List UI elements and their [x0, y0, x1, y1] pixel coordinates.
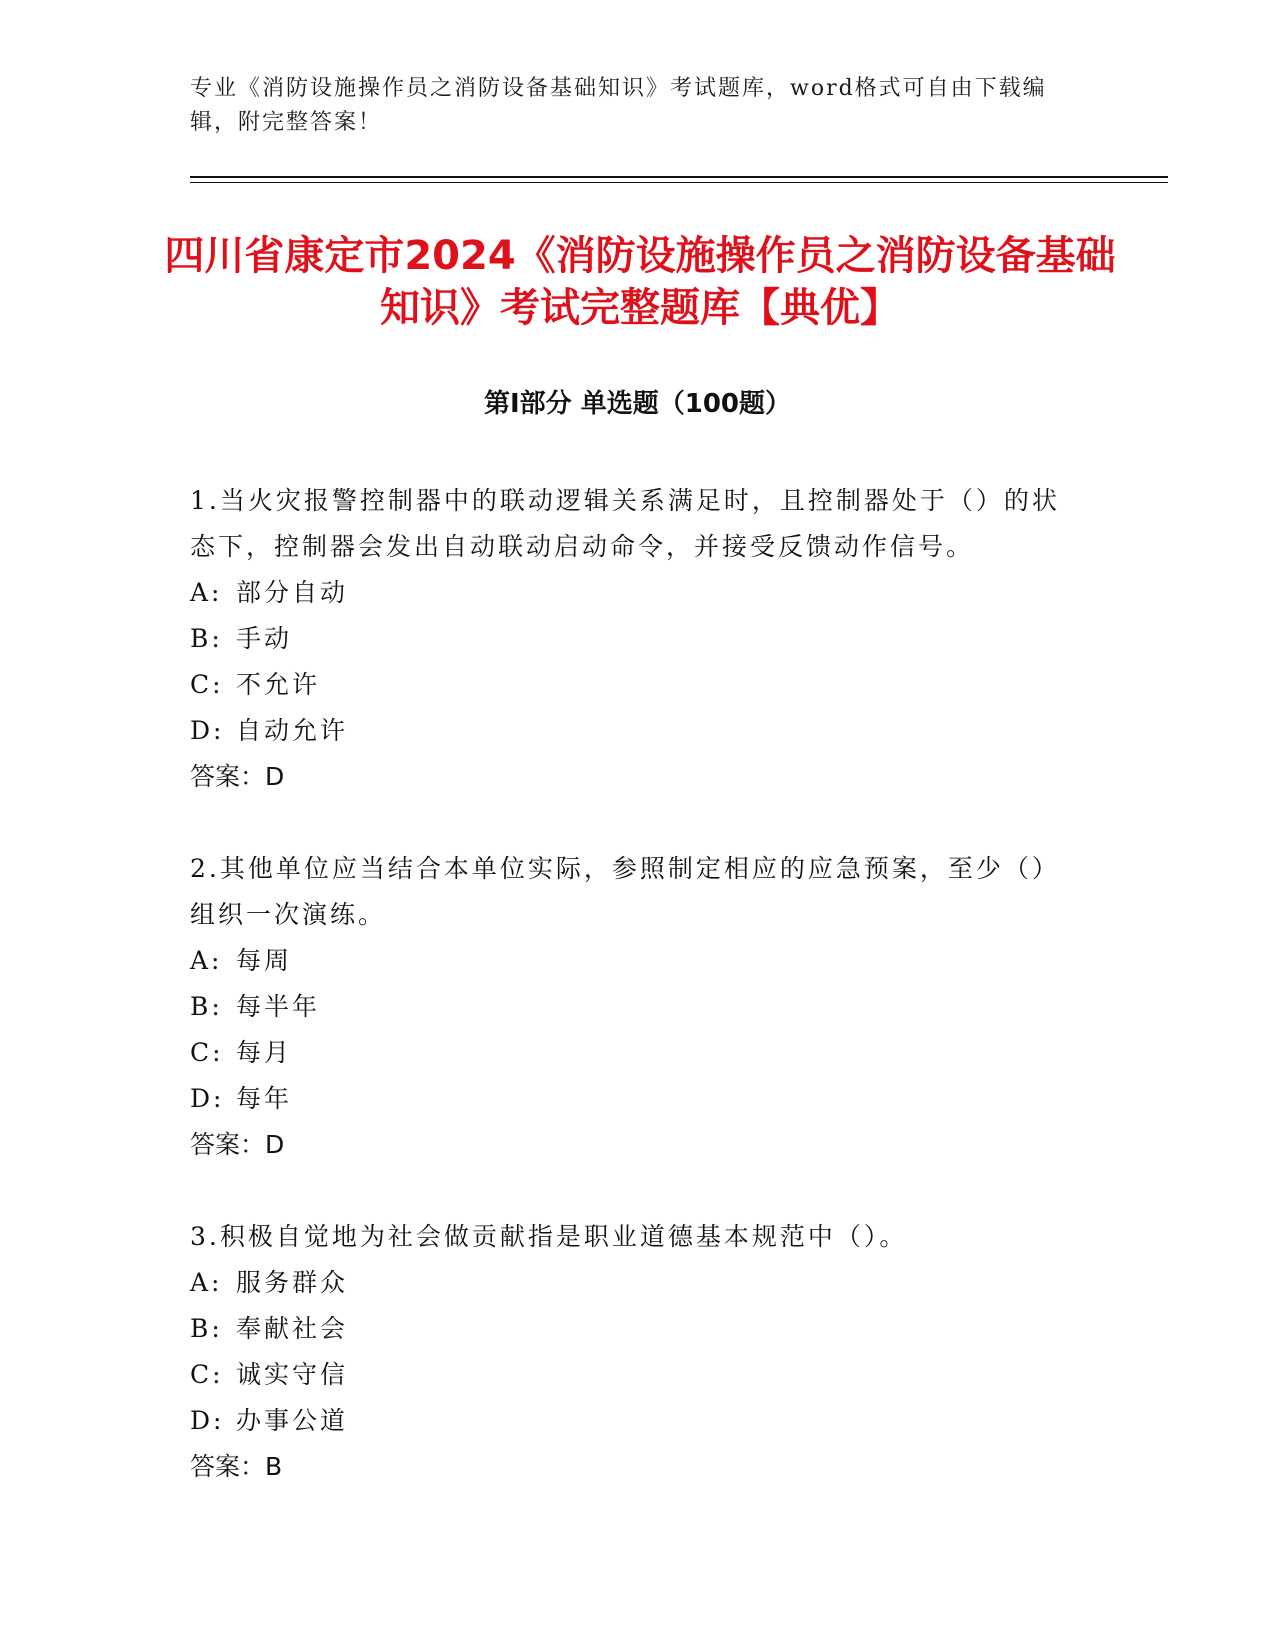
option-key: A:	[190, 1268, 223, 1297]
option-text: 部分自动	[236, 578, 349, 607]
answer-line: 答案：D	[190, 762, 285, 791]
option-text: 自动允许	[236, 716, 349, 745]
option-text: 奉献社会	[236, 1314, 349, 1343]
header-divider-thick	[190, 176, 1168, 178]
question-list	[190, 478, 1070, 1536]
option-key: A:	[190, 946, 223, 975]
header-note: 专业《消防设施操作员之消防设备基础知识》考试题库，word格式可自由下载编辑，附完整答案！	[190, 76, 1047, 135]
question-stem: 2.其他单位应当结合本单位实际，参照制定相应的应急预案，至少（）组织一次演练。	[190, 854, 1060, 929]
option-text: 不允许	[236, 670, 321, 699]
document-title: 四川省康定市2024《消防设施操作员之消防设备基础知识》考试完整题库【典优】	[164, 233, 1116, 331]
option-key: C:	[190, 1360, 224, 1389]
answer-line: 答案：D	[190, 1130, 285, 1159]
question-stem: 3.积极自觉地为社会做贡献指是职业道德基本规范中（）。	[190, 1222, 908, 1251]
option-b	[190, 616, 1070, 662]
option-key: D:	[190, 1084, 225, 1113]
option-text: 诚实守信	[236, 1360, 349, 1389]
option-c	[190, 1352, 1070, 1398]
option-c	[190, 1030, 1070, 1076]
question-item	[190, 478, 1070, 800]
option-text: 每年	[236, 1084, 293, 1113]
header-divider-thin	[190, 182, 1168, 183]
option-c	[190, 662, 1070, 708]
section-title: 第I部分 单选题（100题）	[484, 389, 791, 419]
option-d	[190, 1398, 1070, 1444]
option-a	[190, 570, 1070, 616]
option-a	[190, 1260, 1070, 1306]
question-item	[190, 1214, 1070, 1490]
option-text: 服务群众	[236, 1268, 349, 1297]
option-a	[190, 938, 1070, 984]
option-key: A:	[190, 578, 223, 607]
option-text: 每半年	[236, 992, 321, 1021]
option-d	[190, 708, 1070, 754]
option-b	[190, 984, 1070, 1030]
option-text: 手动	[236, 624, 293, 653]
option-key: D:	[190, 1406, 225, 1435]
option-key: B:	[190, 624, 223, 653]
option-text: 办事公道	[236, 1406, 349, 1435]
option-key: C:	[190, 1038, 224, 1067]
question-stem: 1.当火灾报警控制器中的联动逻辑关系满足时，且控制器处于（）的状态下，控制器会发出自动联动启动命令，并接受反馈动作信号。	[190, 486, 1060, 561]
question-item	[190, 846, 1070, 1168]
option-text: 每周	[236, 946, 293, 975]
option-key: D:	[190, 716, 225, 745]
option-b	[190, 1306, 1070, 1352]
answer-line: 答案：B	[190, 1452, 283, 1481]
option-key: C:	[190, 670, 224, 699]
option-key: B:	[190, 1314, 223, 1343]
option-key: B:	[190, 992, 223, 1021]
option-d	[190, 1076, 1070, 1122]
option-text: 每月	[236, 1038, 293, 1067]
